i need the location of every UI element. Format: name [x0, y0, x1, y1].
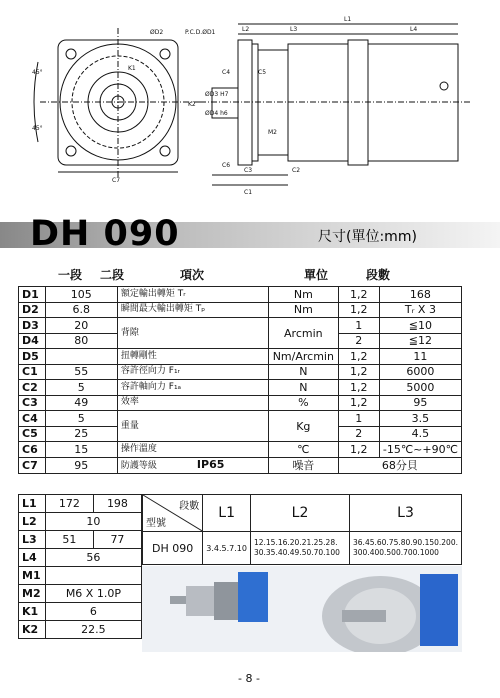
row-symbol: C1: [19, 364, 46, 380]
row-symbol: D4: [19, 333, 46, 349]
header-stage1: 一段: [58, 268, 83, 282]
label-angle-2: 45°: [32, 125, 43, 132]
row-symbol: C3: [19, 395, 46, 411]
table-row: [19, 287, 462, 303]
row-symbol: C7: [19, 457, 46, 473]
row-unit: %: [268, 395, 338, 411]
label-m2: M2: [268, 129, 277, 136]
row-spec: 168: [379, 287, 461, 303]
row-spec: ≦12: [379, 333, 461, 349]
row-spec: 6000: [379, 364, 461, 380]
row-value: 105: [45, 287, 117, 303]
table-row: [19, 318, 462, 334]
row-unit: Nm: [268, 302, 338, 318]
label-c6: C6: [222, 162, 231, 169]
row-symbol: L2: [19, 513, 46, 531]
table-row: [19, 549, 142, 567]
table-row: [19, 349, 462, 365]
row-spec: -15℃~+90℃: [379, 442, 461, 458]
ratio-l1: 3.4.5.7.10: [203, 532, 251, 565]
label-l1: L1: [344, 16, 352, 23]
table-row: [19, 442, 462, 458]
row-value: 6.8: [45, 302, 117, 318]
label-k2: K2: [188, 101, 196, 108]
row-value: 49: [45, 395, 117, 411]
row-spec: 11: [379, 349, 461, 365]
row-spec: 4.5: [379, 426, 461, 442]
row-symbol: L1: [19, 495, 46, 513]
row-stage: 1,2: [338, 302, 379, 318]
ratio-l3-line1: 36.45.60.75.80.90.150.200.: [353, 538, 458, 547]
label-c3: C3: [244, 167, 253, 174]
header-stage2: 二段: [100, 268, 125, 282]
row-symbol: C2: [19, 380, 46, 396]
row-value: 15: [45, 442, 117, 458]
unit-label: 尺寸(單位:mm): [318, 229, 417, 245]
table-row: [19, 395, 462, 411]
model-label: 型號: [146, 518, 166, 529]
row-value-2: 77: [93, 531, 141, 549]
table-row: [19, 364, 462, 380]
ratio-l2: [250, 532, 349, 565]
row-item-value: IP65: [196, 457, 225, 471]
row-stage: 1,2: [338, 287, 379, 303]
row-symbol: L3: [19, 531, 46, 549]
ratio-table: [142, 494, 462, 565]
row-unit: N: [268, 380, 338, 396]
ratio-l3-line2: 300.400.500.700.1000: [353, 548, 439, 557]
row-item: 額定輸出轉矩 Tᵣ: [117, 287, 268, 303]
ratio-l2-line2: 30.35.40.49.50.70.100: [253, 548, 340, 557]
row-stage: 1,2: [338, 442, 379, 458]
row-value: 5: [45, 411, 117, 427]
table-row: [19, 302, 462, 318]
row-value-1: 6: [45, 603, 141, 621]
header-stages: 段數: [366, 268, 391, 282]
row-value: 55: [45, 364, 117, 380]
row-value: 20: [45, 318, 117, 334]
row-item: [117, 457, 268, 473]
lower-dimension-table: [18, 494, 142, 639]
label-l2: L2: [242, 26, 250, 33]
row-value-1: 51: [45, 531, 93, 549]
row-unit: 噪音: [268, 457, 338, 473]
row-unit: N: [268, 364, 338, 380]
row-stage: 2: [338, 426, 379, 442]
model-title: DH 090: [30, 214, 180, 254]
label-l4: L4: [410, 26, 418, 33]
row-symbol: D3: [19, 318, 46, 334]
label-c4: C4: [222, 69, 231, 76]
row-symbol: M2: [19, 585, 46, 603]
row-stage: 1,2: [338, 395, 379, 411]
row-stage: 1: [338, 318, 379, 334]
technical-drawing: [0, 0, 500, 205]
row-value-1: 172: [45, 495, 93, 513]
row-spec: ≦10: [379, 318, 461, 334]
row-unit: Kg: [268, 411, 338, 442]
row-value: 80: [45, 333, 117, 349]
row-item: 操作溫度: [117, 442, 268, 458]
label-c2: C2: [292, 167, 301, 174]
table-row: [19, 457, 462, 473]
row-stage: 1: [338, 411, 379, 427]
row-unit: Nm/Arcmin: [268, 349, 338, 365]
row-symbol: C6: [19, 442, 46, 458]
row-symbol: K2: [19, 621, 46, 639]
row-unit: Nm: [268, 287, 338, 303]
row-value: [45, 349, 117, 365]
row-item: 容許軸向力 F₁ₐ: [117, 380, 268, 396]
row-value-1: [45, 567, 141, 585]
ratio-l2-line1: 12.15.16.20.21.25.28.: [253, 538, 338, 547]
row-symbol: C4: [19, 411, 46, 427]
header-item: 項次: [180, 268, 205, 282]
label-c5: C5: [258, 69, 267, 76]
row-spec: 68分貝: [338, 457, 461, 473]
spec-table: [18, 286, 462, 474]
header-unit: 單位: [304, 268, 329, 282]
row-item: 背隙: [117, 318, 268, 349]
row-unit: Arcmin: [268, 318, 338, 349]
ratio-data-row: [143, 532, 462, 565]
table-row: [19, 411, 462, 427]
label-d3: ØD3 H7: [205, 91, 229, 98]
label-k1: K1: [128, 65, 136, 72]
page-number: - 8 -: [238, 672, 260, 685]
row-value: 95: [45, 457, 117, 473]
ratio-corner-cell: [143, 495, 203, 532]
table-row: [19, 513, 142, 531]
label-c7: C7: [112, 177, 121, 184]
row-item: 扭轉剛性: [117, 349, 268, 365]
row-spec: Tᵣ X 3: [379, 302, 461, 318]
table-row: [19, 585, 142, 603]
row-symbol: M1: [19, 567, 46, 585]
table-row: [19, 495, 142, 513]
table-row: [19, 621, 142, 639]
table-row: [19, 531, 142, 549]
row-unit: ℃: [268, 442, 338, 458]
row-value: 5: [45, 380, 117, 396]
row-spec: 95: [379, 395, 461, 411]
row-item: 重量: [117, 411, 268, 442]
label-l3: L3: [290, 26, 298, 33]
row-value-1: 22.5: [45, 621, 141, 639]
ratio-l3: [350, 532, 462, 565]
label-d2: ØD2: [150, 29, 164, 36]
row-item-label: 防護等級: [120, 460, 157, 471]
row-value-1: 56: [45, 549, 141, 567]
label-c1: C1: [244, 189, 253, 196]
row-symbol: D2: [19, 302, 46, 318]
row-spec: 5000: [379, 380, 461, 396]
col-l2-header: L2: [250, 495, 349, 532]
table-row: [19, 603, 142, 621]
row-symbol: D5: [19, 349, 46, 365]
col-l1-header: L1: [203, 495, 251, 532]
row-item: 瞬間最大輸出轉矩 Tₚ: [117, 302, 268, 318]
row-symbol: L4: [19, 549, 46, 567]
product-photos: [142, 566, 462, 652]
col-l3-header: L3: [350, 495, 462, 532]
label-d4: ØD4 h6: [205, 110, 228, 117]
row-value-1: 10: [45, 513, 141, 531]
gearbox-photo-large: [322, 574, 458, 652]
row-item: 效率: [117, 395, 268, 411]
row-symbol: C5: [19, 426, 46, 442]
row-item: 容許徑向力 F₁ᵣ: [117, 364, 268, 380]
ratio-model: DH 090: [143, 532, 203, 565]
row-stage: 2: [338, 333, 379, 349]
label-pcd: P.C.D.ØD1: [185, 29, 216, 36]
row-stage: 1,2: [338, 364, 379, 380]
row-spec: 3.5: [379, 411, 461, 427]
row-value: 25: [45, 426, 117, 442]
row-symbol: D1: [19, 287, 46, 303]
table-row: [19, 567, 142, 585]
row-stage: 1,2: [338, 380, 379, 396]
ratio-header-row: [143, 495, 462, 532]
table-row: [19, 380, 462, 396]
label-angle-1: 45°: [32, 69, 43, 76]
row-value-2: 198: [93, 495, 141, 513]
row-value-1: M6 X 1.0P: [45, 585, 141, 603]
row-stage: 1,2: [338, 349, 379, 365]
stage-label: 段數: [179, 501, 200, 512]
row-symbol: K1: [19, 603, 46, 621]
